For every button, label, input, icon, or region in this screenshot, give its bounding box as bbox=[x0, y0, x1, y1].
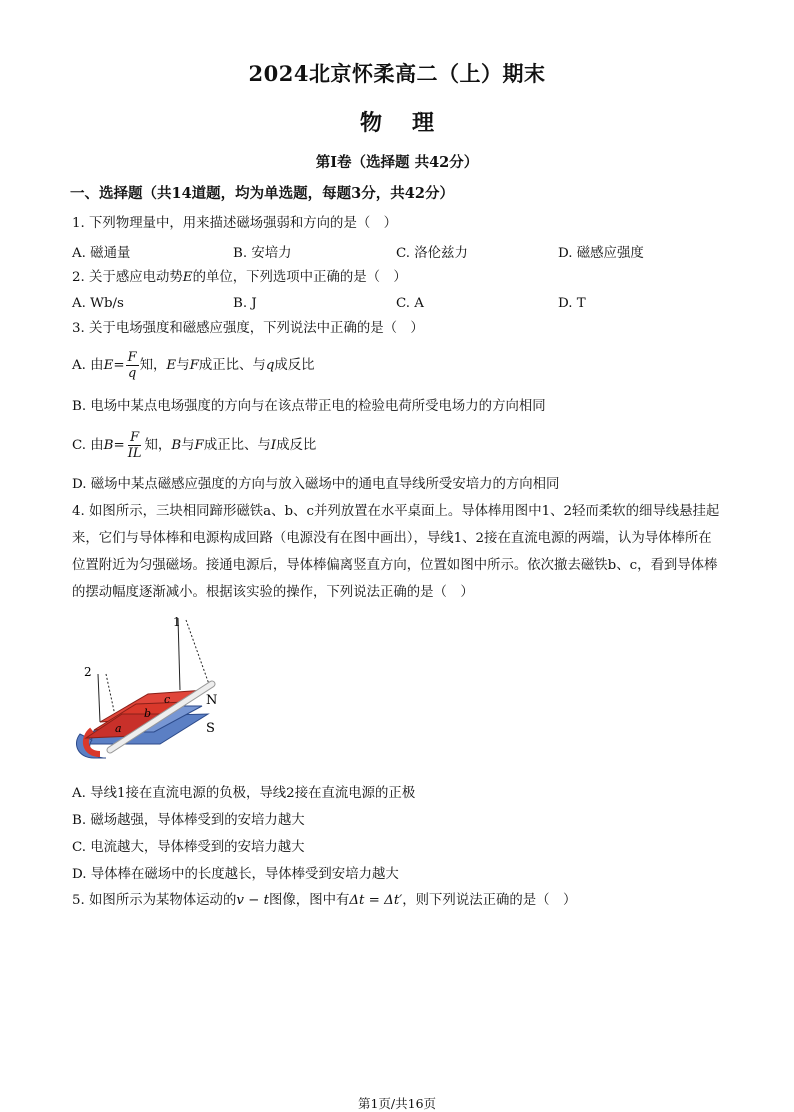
q3-c-fraction bbox=[126, 430, 144, 461]
q3-c-var3: I bbox=[270, 438, 277, 453]
magnet-experiment-figure bbox=[70, 612, 240, 772]
q3-a-lhs: E bbox=[103, 358, 114, 373]
q3-c-text2: 与 bbox=[181, 438, 195, 453]
q4-option-d: D. 导体棒在磁场中的长度越长，导体棒受到安培力越大 bbox=[72, 867, 399, 882]
question-1-stem: 1. 下列物理量中，用来描述磁场强弱和方向的是（ ） bbox=[72, 216, 398, 231]
q2-option-a: A. Wb/s bbox=[72, 296, 124, 311]
q3-a-text2: 与 bbox=[176, 358, 190, 373]
question-3-stem: 3. 关于电场强度和磁感应强度，下列说法中正确的是（ ） bbox=[72, 321, 424, 336]
q3-a-prefix: A. 由 bbox=[72, 358, 104, 373]
q3-a-text1: 知， bbox=[139, 358, 167, 373]
q5-stem-mid: 图像，图中有 bbox=[269, 893, 350, 908]
q3-c-text3: 成正比、与 bbox=[203, 438, 271, 453]
q3-a-var1: E bbox=[166, 358, 177, 373]
q1-option-d: D. 磁感应强度 bbox=[558, 246, 644, 261]
q4-option-a: A. 导线1接在直流电源的负极，导线2接在直流电源的正极 bbox=[72, 786, 416, 801]
q2-option-c: C. A bbox=[396, 296, 424, 311]
q2-option-b: B. J bbox=[233, 296, 257, 311]
question-2-stem bbox=[72, 269, 407, 287]
q5-stem-pre: 5. 如图所示为某物体运动的 bbox=[72, 893, 237, 908]
label-wire-1: 1 bbox=[173, 615, 181, 629]
q3-option-b: B. 电场中某点电场强度的方向与在该点带正电的检验电荷所受电场力的方向相同 bbox=[72, 399, 546, 414]
q5-stem-eq: Δt = Δt′ bbox=[349, 893, 403, 908]
question-5-stem bbox=[72, 892, 576, 910]
q3-c-eq: = bbox=[113, 438, 125, 453]
volume-heading: 第Ⅰ卷（选择题 共42分） bbox=[315, 154, 479, 171]
label-wire-2: 2 bbox=[84, 665, 92, 679]
q2-option-d: D. T bbox=[558, 296, 586, 311]
page-footer: 第1页/共16页 bbox=[357, 1096, 437, 1111]
q3-c-denominator: IL bbox=[127, 446, 142, 461]
label-magnet-a: a bbox=[115, 722, 122, 735]
label-n-pole: N bbox=[206, 693, 218, 708]
q3-option-c bbox=[72, 428, 316, 464]
q3-c-numerator: F bbox=[130, 430, 140, 445]
question-4-stem: 4. 如图所示，三块相同蹄形磁铁a、b、c并列放置在水平桌面上。导体棒用图中1、2轻而柔软的细导线悬挂起来，它们与导体棒和电源构成回路（电源没有在图中画出），导线1、2接在直流电源的两端，认为导体棒所在位置附近为匀强磁场。接通电源后，导体棒偏离竖直方向，位置如图中所示。依次撤去磁铁b、c，看到导体棒的摆动幅度逐渐减小。根据该实验的操作，下列说法正确的是（ ） bbox=[72, 504, 720, 600]
q3-a-text3: 成正比、与 bbox=[198, 358, 266, 373]
q4-option-b: B. 磁场越强，导体棒受到的安培力越大 bbox=[72, 813, 305, 828]
q3-c-var2: F bbox=[194, 438, 204, 453]
q4-option-c: C. 电流越大，导体棒受到的安培力越大 bbox=[72, 840, 305, 855]
q3-c-lhs: B bbox=[103, 438, 114, 453]
exam-title: 2024北京怀柔高二（上）期末 bbox=[248, 61, 546, 86]
q3-a-fraction bbox=[126, 350, 139, 381]
q3-option-a bbox=[72, 348, 315, 384]
label-magnet-c: c bbox=[164, 693, 171, 706]
q1-option-c: C. 洛伦兹力 bbox=[396, 246, 468, 261]
section-heading: 一、选择题（共14道题，均为单选题，每题3分，共42分） bbox=[70, 185, 454, 202]
q3-a-denominator: q bbox=[127, 366, 137, 381]
q2-stem-post: 的单位，下列选项中正确的是（ ） bbox=[192, 270, 407, 285]
q3-c-var1: B bbox=[171, 438, 182, 453]
q1-option-a: A. 磁通量 bbox=[72, 246, 131, 261]
q5-stem-var: v − t bbox=[236, 893, 270, 908]
q3-c-text1: 知， bbox=[144, 438, 172, 453]
q2-stem-pre: 2. 关于感应电动势 bbox=[72, 270, 183, 285]
q3-a-numerator: F bbox=[127, 350, 137, 365]
q3-option-d: D. 磁场中某点磁感应强度的方向与放入磁场中的通电直导线所受安培力的方向相同 bbox=[72, 477, 560, 492]
q1-option-b: B. 安培力 bbox=[233, 246, 292, 261]
q3-a-var2: F bbox=[189, 358, 199, 373]
q3-c-text4: 成反比 bbox=[276, 438, 317, 453]
q5-stem-post: ，则下列说法正确的是（ ） bbox=[402, 893, 577, 908]
label-magnet-b: b bbox=[144, 707, 152, 720]
q3-a-var3: q bbox=[265, 358, 275, 373]
q2-stem-var: E bbox=[182, 270, 193, 285]
q3-a-text4: 成反比 bbox=[274, 358, 315, 373]
subject-title: 物理 bbox=[359, 110, 464, 136]
label-s-pole: S bbox=[206, 721, 215, 736]
q3-a-eq: = bbox=[113, 358, 125, 373]
q3-c-prefix: C. 由 bbox=[72, 438, 104, 453]
